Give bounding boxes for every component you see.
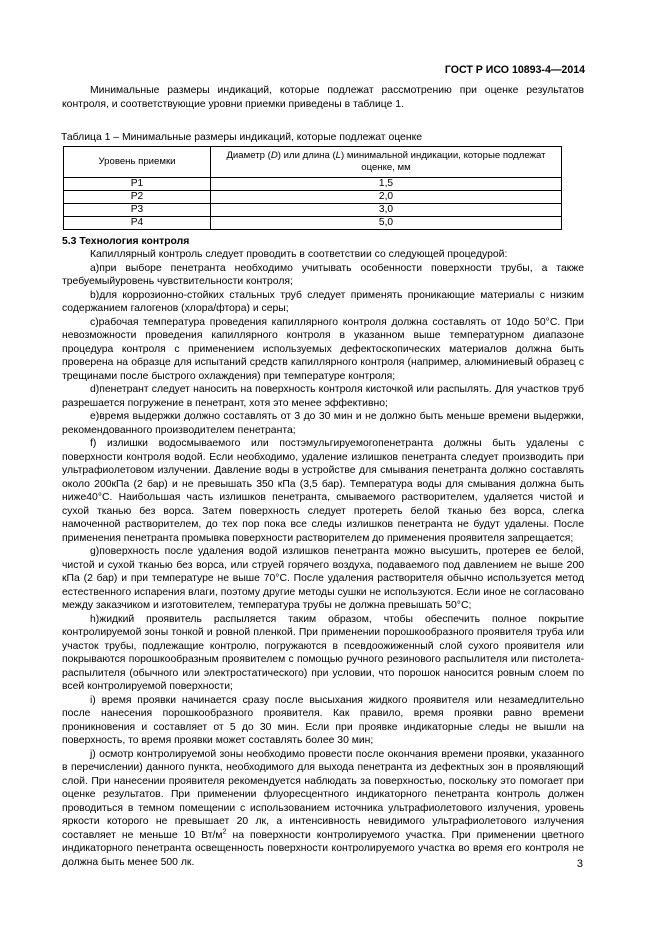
cell-level: P1 — [64, 177, 211, 190]
cell-size: 5,0 — [211, 216, 562, 229]
item-d: d)пенетрант следует наносить на поверхность контроля кисточкой или распылять. Для участков труб разрешается погружение в пенетрант, хотя это менее эффективно; — [62, 384, 584, 409]
intro-paragraph: Минимальные размеры индикаций, которые подлежат рассмотрению при оценке результатов контроля, и соответствующие уровни приемки приведены в таблице 1. — [62, 85, 584, 110]
cell-size: 1,5 — [211, 177, 562, 190]
item-c: с)рабочая температура проведения капиллярного контроля должна составлять от 10до 50°С. При невозможности проведения капиллярного контроля в указанном выше температурном диапазоне процедура контроля с применением используемых дефектоскопических материалов должна быть проверена на образце для испытаний средств капиллярного контроля (например, алюминиевый образец с трещинами после быстрого охлаждения) при температуре контроля; — [62, 316, 584, 382]
item-f: f) излишки водосмываемого или постэмульгируемогопенетранта должны быть удалены с поверхности контроля водой. Если необходимо, удаление излишков пенетранта следует производить при ультрафиолетовом излучении. Давление воды в устройстве для смывания пенетранта должно составлять около 200кПа (2 бар) и не превышать 350 кПа (3,5 бар). Температура воды для смывания должна быть ниже40°С. Наибольшая часть излишков пенетранта, смываемого растворителем, удаляется чистой и сухой тканью без ворса. Затем поверхность следует протереть белой тканью без ворса, слегка намоченной растворителем, до тех пор пока все следы излишков пенетранта не будут удалены. После применения пенетранта промывка поверхности растворителем до применения проявителя запрещается; — [62, 438, 584, 544]
item-b: b)для коррозионно-стойких стальных труб следует применять проникающие материалы с низким содержанием галогенов (хлора/фтора) и серы; — [62, 289, 584, 314]
col-acceptance-level-header: Уровень приемки — [64, 146, 211, 177]
item-e: е)время выдержки должно составлять от 3 до 30 мин и не должно быть меньше времени выдержки, рекомендованного производителем пенетранта; — [62, 411, 584, 436]
cell-size: 2,0 — [211, 190, 562, 203]
section-title: 5.3 Технология контроля — [62, 235, 190, 247]
page-content — [62, 84, 584, 869]
cell-level: P3 — [64, 203, 211, 216]
item-g: g)поверхность после удаления водой излишков пенетранта можно высушить, протерев ее белой, чистой и сухой тканью без ворса, или струей горячего воздуха, подаваемого под давлением не выше 200 кПа (2 бар) и при температуре не выше 70°С. После удаления растворителя обычно используется метод естественного испарения влаги, поэтому другие методы сушки не используются. Если иное не согласовано между заказчиком и изготовителем, температура трубы не должна превышать 50°С; — [62, 546, 584, 611]
cell-level: P2 — [64, 190, 211, 203]
acceptance-table — [63, 146, 562, 230]
col-indication-size-header: Диаметр (D) или длина (L) минимальной индикации, которые подлежат оценке, мм — [211, 146, 562, 177]
page-number: 3 — [576, 858, 583, 870]
table-row — [64, 190, 562, 203]
table-row — [64, 216, 562, 229]
item-h: h)жидкий проявитель распыляется таким образом, чтобы обеспечить полное покрытие контролируемой зоны тонкой и ровной пленкой. При применении порошкообразного проявителя труба или участок трубы, подлежащие контролю, погружаются в псевдоожиженный слой сухого проявителя или покрываются порошкообразным проявителем с помощью ручного резинового распылителя или пистолета-распылителя (обычного или электростатического) при условии, что порошок наносится ровным слоем по всей контролируемой поверхности; — [62, 613, 584, 692]
item-a: а)при выборе пенетранта необходимо учитывать особенности поверхности трубы, а также требуемыйуровень чувствительности контроля; — [62, 262, 584, 287]
item-i: i) время проявки начинается сразу после высыхания жидкого проявителя или незамедлительно после нанесения порошкообразного проявителя. Как правило, время проявки равно времени проникновения и составляет от 5 до 30 мин. Если при проявке индикаторные следы не вышли на поверхность, то время проявки может составлять более 30 мин; — [62, 694, 584, 746]
table-row — [64, 177, 562, 190]
standard-code: ГОСТ Р ИСО 10893-4—2014 — [444, 64, 585, 76]
table-caption: Таблица 1 – Минимальные размеры индикаций, которые подлежат оценке — [61, 132, 423, 143]
table-header-row — [64, 146, 562, 177]
cell-size: 3,0 — [211, 203, 562, 216]
section-lead: Капиллярный контроль следует проводить в соответствии со следующей процедурой: — [90, 249, 508, 260]
table-row — [64, 203, 562, 216]
cell-level: P4 — [64, 216, 211, 229]
item-j: j) осмотр контролируемой зоны необходимо провести после окончания времени проявки, указанного в перечислении) данного пункта, необходимого для выхода пенетранта из дефектных зон в проявляющий слой. При нанесении проявителя рекомендуется наблюдать за поверхностью, поскольку это помогает при оценке результатов. При применении флуоресцентного индикаторного пенетранта контроль должен проводиться в темном помещении с использованием источника ультрафиолетового излучения, уровень яркости которого не превышает 20 лк, а интенсивность невидимого ультрафиолетового излучения составляет не меньше 10 $Вт/м^2$ на поверхности контролируемого участка. При применении цветного индикаторного пенетранта освещенность поверхности контролируемого участка во время его контроля не должна быть менее 500 лк. — [62, 748, 584, 868]
